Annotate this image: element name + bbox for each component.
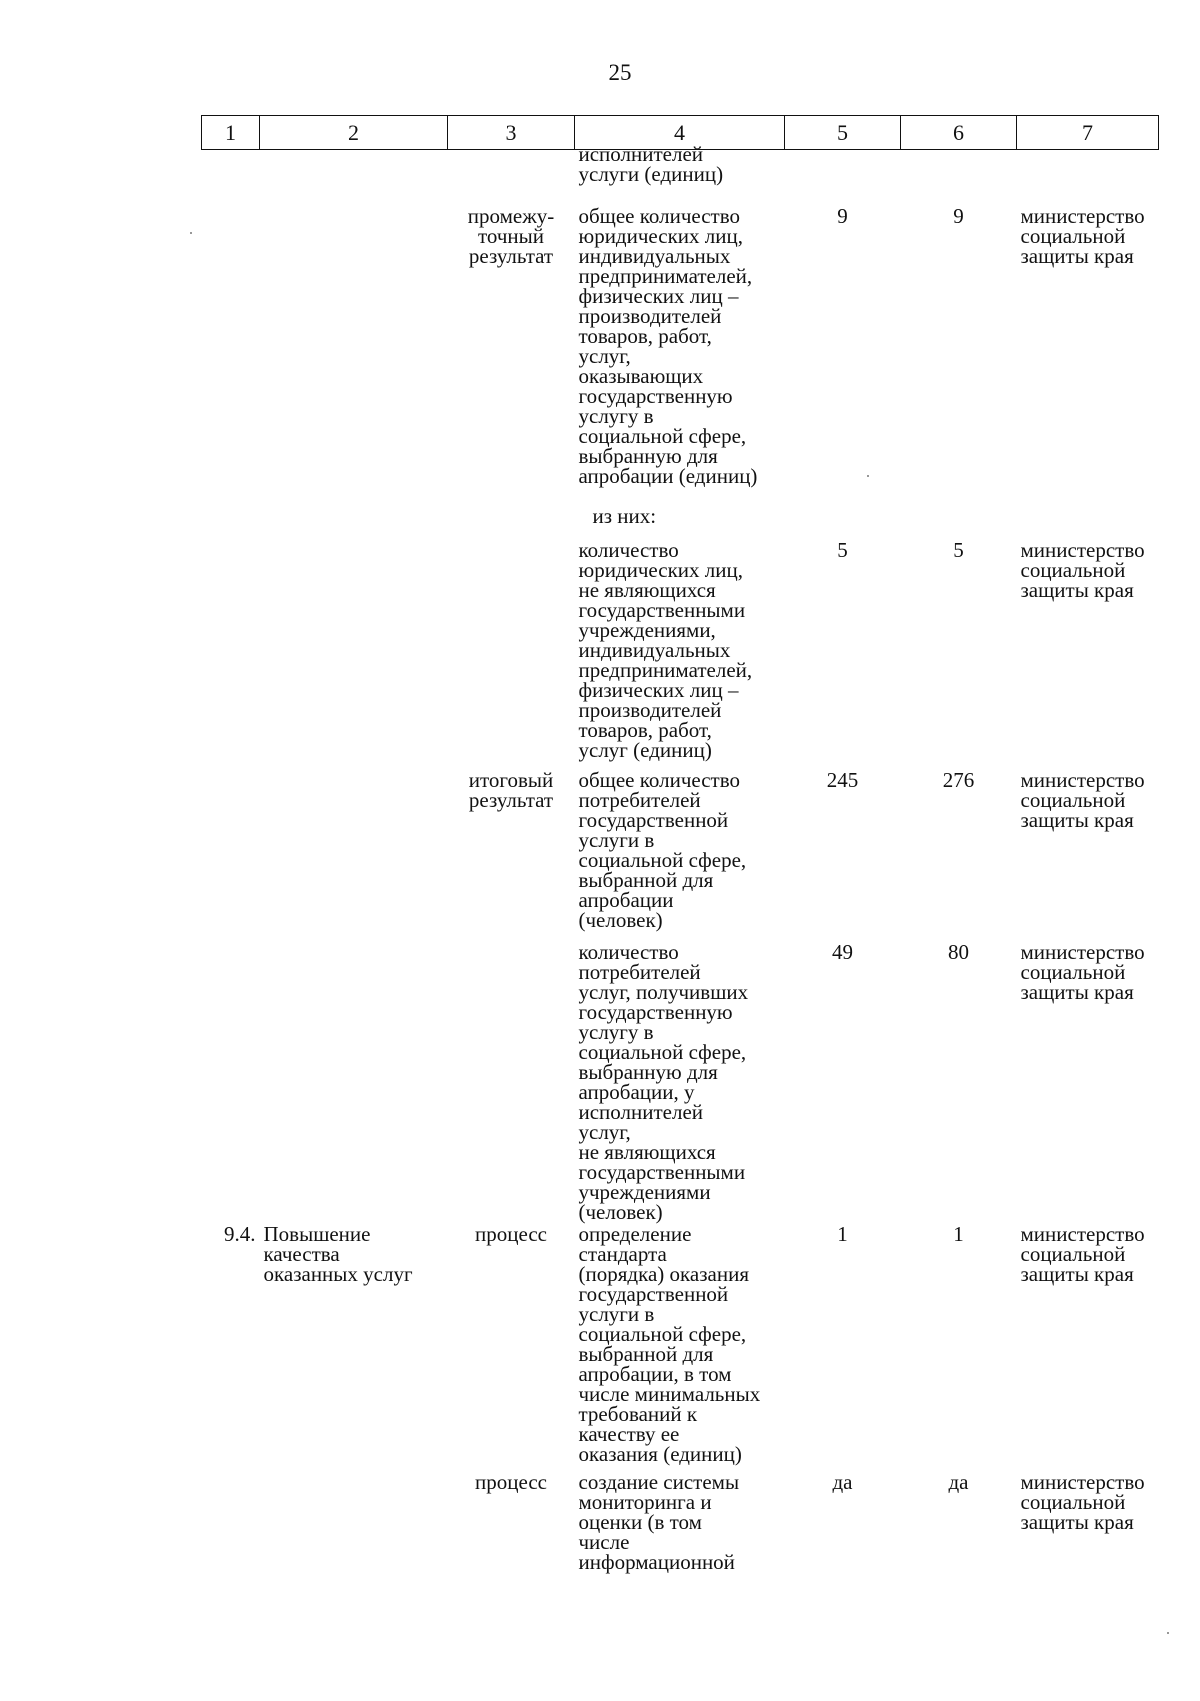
row-name: [260, 206, 448, 506]
table-row: [202, 942, 1159, 1224]
indicators-table: [201, 115, 1159, 1582]
row-value-5: 5: [837, 538, 848, 562]
row-type: итоговый результат: [468, 768, 554, 812]
subheading-text: из них:: [592, 504, 657, 528]
row-responsible: министерство социальной защиты края: [1020, 1222, 1145, 1286]
header-col-2: 2: [260, 116, 448, 150]
row-number: 9.4.: [224, 1222, 256, 1246]
table-row: [202, 1224, 1159, 1472]
row-value-5: 245: [826, 768, 859, 792]
row-indicator: общее количество потребителей государственной услуги в социальной сфере, выбранной для апробации (человек): [578, 768, 747, 932]
scan-speck: [190, 232, 192, 234]
row-value-5: 9: [837, 204, 848, 228]
row-type: [448, 942, 575, 1224]
table-row: [202, 770, 1159, 942]
row-number: [202, 942, 260, 1224]
row-name: [260, 540, 448, 770]
subheading-row: [202, 506, 1159, 540]
row-responsible: министерство социальной защиты края: [1020, 1470, 1145, 1534]
header-col-5: 5: [785, 116, 901, 150]
row-name: [260, 770, 448, 942]
row-value-5: 49: [832, 940, 853, 964]
header-col-1: 1: [202, 116, 260, 150]
table-row: [202, 206, 1159, 506]
row-value-6: 9: [953, 204, 964, 228]
row-name: [260, 1472, 448, 1582]
row-indicator: количество юридических лиц, не являющихся государственными учреждениями, индивидуальных предпринимателей, физических лиц – производителей товаров, работ, услуг (единиц): [578, 538, 753, 762]
row-type: [448, 540, 575, 770]
row-type: промежу- точный результат: [467, 204, 555, 268]
row-value-6: 80: [948, 940, 969, 964]
row-value-5: 1: [837, 1222, 848, 1246]
row-value-6: 1: [953, 1222, 964, 1246]
row-indicator: общее количество юридических лиц, индивидуальных предпринимателей, физических лиц – производителей товаров, работ, услуг, оказывающих государственную услугу в социальной сфере, выбранную для апробации (единиц): [578, 204, 758, 488]
header-col-7: 7: [1017, 116, 1159, 150]
header-col-6: 6: [901, 116, 1017, 150]
table-row: [202, 540, 1159, 770]
header-col-4: 4: [575, 116, 785, 150]
row-indicator: количество потребителей услуг, получивших государственную услугу в социальной сфере, выбранную для апробации, у исполнителей услуг, не являющихся государственными учреждениями (человек): [578, 940, 749, 1224]
row-name: [260, 942, 448, 1224]
row-type: процесс: [475, 1470, 547, 1494]
row-number: [202, 206, 260, 506]
row-type: процесс: [475, 1222, 547, 1246]
row-number: [202, 1472, 260, 1582]
row-number: [202, 540, 260, 770]
page-number: 25: [608, 60, 632, 85]
row-indicator: определение стандарта (порядка) оказания государственной услуги в социальной сфере, выбранной для апробации, в том числе минимальных требований к качеству ее оказания (единиц): [578, 1222, 761, 1466]
row-value-5: да: [832, 1470, 853, 1494]
row-value-6: 276: [942, 768, 975, 792]
row-responsible: министерство социальной защиты края: [1020, 204, 1145, 268]
row-responsible: министерство социальной защиты края: [1020, 768, 1145, 832]
scan-speck: [1167, 1632, 1169, 1634]
row-value-6: 5: [953, 538, 964, 562]
row-responsible: министерство социальной защиты края: [1020, 940, 1145, 1004]
row-number: [202, 770, 260, 942]
scan-speck: [867, 475, 869, 477]
header-col-3: 3: [448, 116, 575, 150]
row-value-6: да: [948, 1470, 969, 1494]
row-indicator: создание системы мониторинга и оценки (в том числе информационной: [578, 1470, 740, 1574]
table-row: [202, 1472, 1159, 1582]
continuation-row: [202, 150, 1159, 207]
row-name: Повышение качества оказанных услуг: [263, 1222, 413, 1286]
continuation-text: исполнителей услуги (единиц): [578, 142, 724, 186]
row-responsible: министерство социальной защиты края: [1020, 538, 1145, 602]
